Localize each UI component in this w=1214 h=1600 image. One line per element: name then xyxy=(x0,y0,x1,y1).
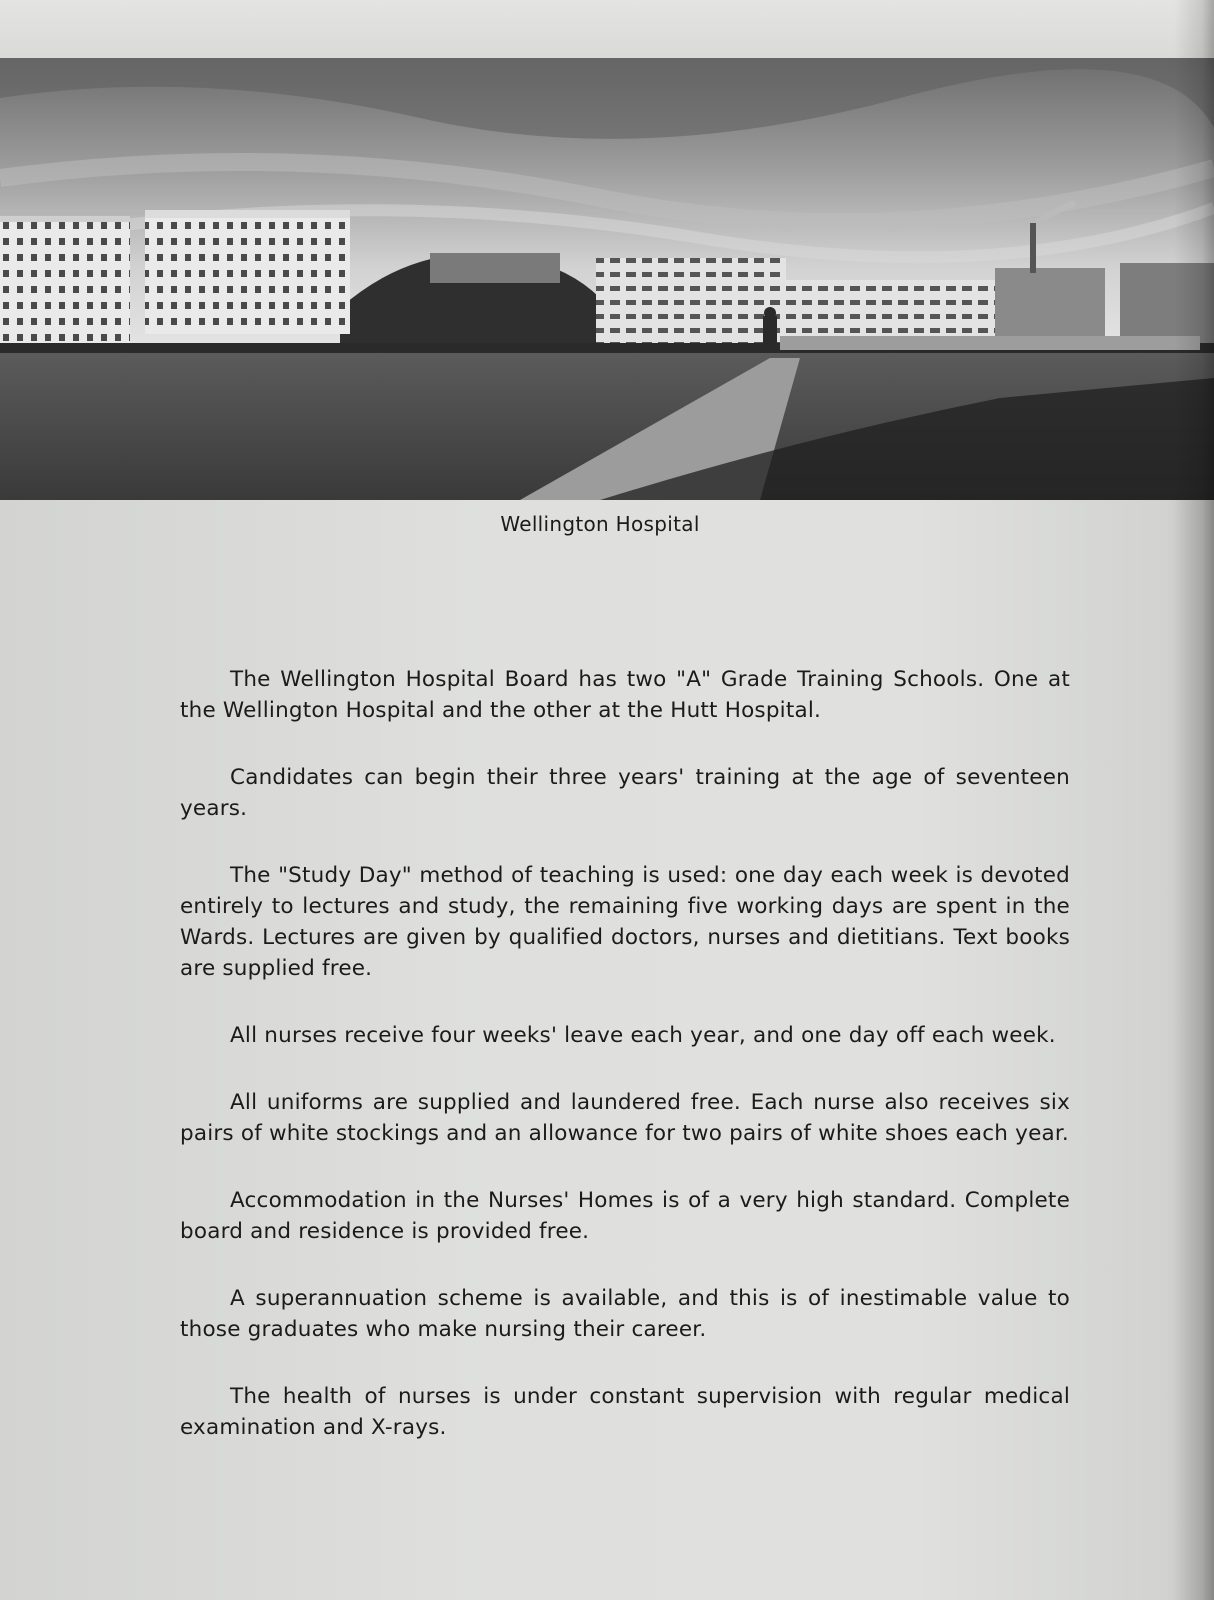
paragraph-health: The health of nurses is under constant supervision with regular medical examination and X-rays. xyxy=(180,1384,1070,1440)
paragraph-training-schools: The Wellington Hospital Board has two "A" Grade Training Schools. One at the Wellington Hospital and the other at the Hutt Hospital. xyxy=(180,667,1070,723)
paragraph-superannuation: A superannuation scheme is available, and this is of inestimable value to those graduates who make nursing their career. xyxy=(180,1286,1070,1342)
body-text xyxy=(180,664,1070,1479)
hospital-photo xyxy=(0,58,1214,500)
paragraph-study-day: The "Study Day" method of teaching is used: one day each week is devoted entirely to lectures and study, the remaining five working days are spent in the Wards. Lectures are given by qualified doctors, nurses and dietitians. Text books are supplied free. xyxy=(180,863,1070,981)
top-margin xyxy=(0,0,1214,62)
hospital-photo-icon xyxy=(0,58,1214,500)
paragraph-uniforms: All uniforms are supplied and laundered free. Each nurse also receives six pairs of white stockings and an allowance for two pairs of white shoes each year. xyxy=(180,1090,1070,1146)
paragraph-leave: All nurses receive four weeks' leave each year, and one day off each week. xyxy=(230,1023,1056,1048)
page-edge-shadow xyxy=(1174,0,1214,1600)
paragraph-candidates-age: Candidates can begin their three years' training at the age of seventeen years. xyxy=(180,765,1070,821)
paragraph-accommodation: Accommodation in the Nurses' Homes is of a very high standard. Complete board and residence is provided free. xyxy=(180,1188,1070,1244)
photo-caption: Wellington Hospital xyxy=(500,512,700,536)
